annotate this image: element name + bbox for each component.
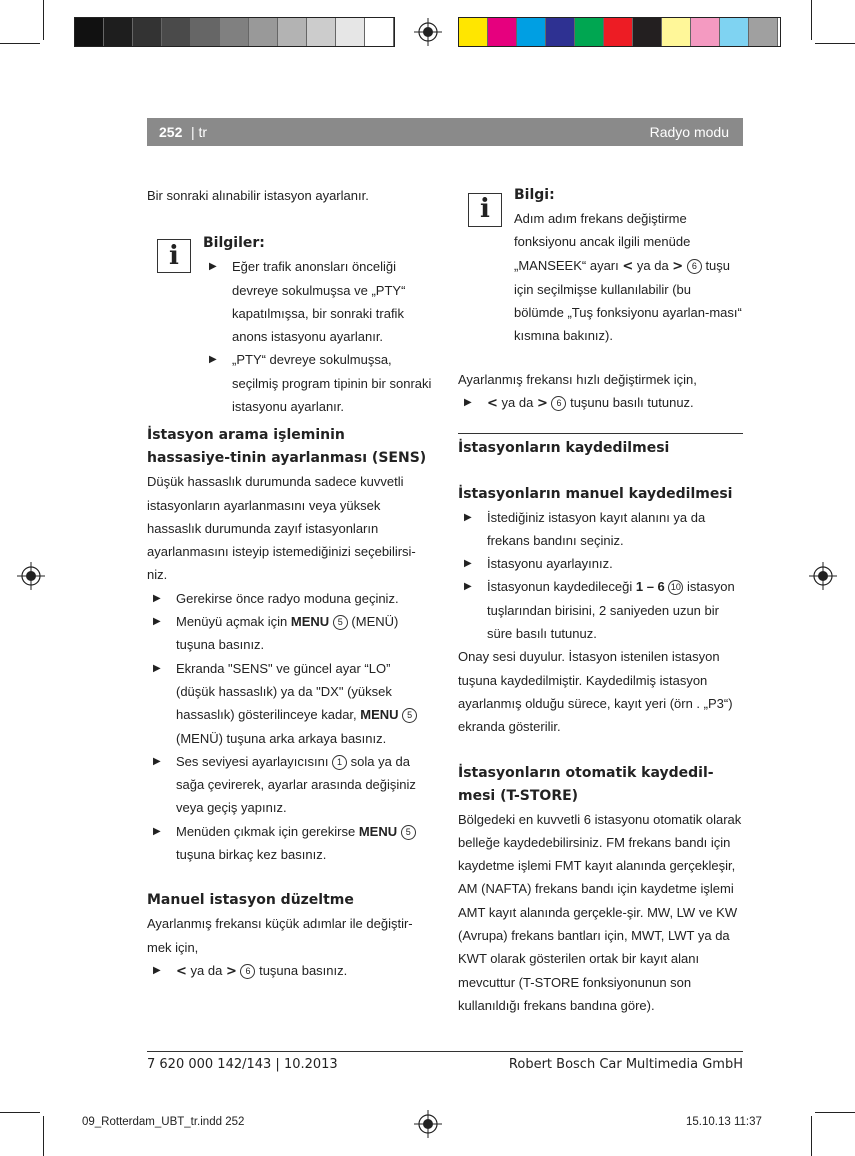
step-text: Ekranda "SENS" ve güncel ayar “LO” (düşük hassaslık) ya da "DX" (yüksek hassaslık) gösterilinceye kadar, bbox=[176, 660, 392, 723]
menu-key: MENU bbox=[360, 707, 399, 723]
info-text-part: Adım adım frekans değiştirme fonksiyonu ancak ilgili menüde „MANSEEK“ ayarı bbox=[514, 211, 691, 273]
bullet-icon: ▶ bbox=[464, 558, 472, 570]
key-number: 5 bbox=[401, 825, 416, 840]
color-swatch bbox=[365, 18, 394, 46]
manual-tuning-heading: Manuel istasyon düzeltme bbox=[147, 892, 354, 909]
step bbox=[458, 575, 743, 645]
key-number: 5 bbox=[333, 615, 348, 630]
key-number: 6 bbox=[551, 396, 566, 411]
preset-keys: 1 – 6 bbox=[635, 579, 665, 595]
color-swatch bbox=[749, 18, 778, 46]
slug-file: 09_Rotterdam_UBT_tr.indd 252 bbox=[82, 1116, 245, 1128]
chevron-right-icon: > bbox=[225, 963, 237, 979]
info-icon bbox=[468, 193, 502, 227]
slug-date: 15.10.13 11:37 bbox=[686, 1116, 762, 1128]
bullet-icon: ▶ bbox=[153, 964, 161, 976]
left-column bbox=[147, 184, 432, 983]
manual-store-text: Onay sesi duyulur. İstasyon istenilen istasyon tuşuna kaydedilmiştir. Kaydedilmiş istasyon ayarlanmış olduğu sürece, kayıt yeri (örn . „P3“) ekranda gösterilir. bbox=[458, 649, 733, 735]
info-text-part: ya da bbox=[633, 257, 673, 273]
step-text: ya da bbox=[497, 395, 537, 411]
color-swatch bbox=[220, 18, 249, 46]
section-divider bbox=[458, 433, 743, 434]
step bbox=[147, 959, 432, 983]
crop-mark bbox=[0, 1112, 40, 1113]
color-swatch bbox=[336, 18, 365, 46]
manual-store-heading: İstasyonların manuel kaydedilmesi bbox=[458, 485, 733, 502]
footer-divider bbox=[147, 1051, 743, 1052]
chevron-left-icon: < bbox=[622, 258, 634, 274]
menu-key: MENU bbox=[290, 614, 330, 630]
color-swatch bbox=[133, 18, 162, 46]
step-text: tuşunu basılı tutunuz. bbox=[566, 395, 694, 411]
step-text: (MENÜ) tuşuna arka arkaya basınız. bbox=[176, 730, 387, 746]
info-title: Bilgi: bbox=[514, 187, 555, 203]
registration-mark-icon bbox=[17, 562, 45, 590]
info-icon bbox=[157, 239, 191, 273]
color-swatch bbox=[75, 18, 104, 46]
color-swatch bbox=[488, 18, 517, 46]
color-swatch bbox=[249, 18, 278, 46]
step-text: istasyon tuşlarından birisini, 2 saniyeden uzun bir süre basılı tutunuz. bbox=[487, 579, 735, 642]
registration-mark-icon bbox=[414, 18, 442, 46]
key-number: 1 bbox=[332, 755, 347, 770]
step bbox=[458, 391, 743, 415]
color-swatch bbox=[633, 18, 662, 46]
step-text: tuşuna birkaç kez basınız. bbox=[176, 847, 327, 863]
bullet-icon: ▶ bbox=[153, 825, 161, 837]
crop-mark bbox=[811, 0, 812, 40]
registration-mark-icon bbox=[809, 562, 837, 590]
manual-tuning-text: Ayarlanmış frekansı küçük adımlar ile değiştir-mek için, bbox=[147, 916, 413, 955]
bullet-text: „PTY“ devreye sokulmuşsa, seçilmiş program tipinin bir sonraki istasyonu ayarlanır. bbox=[232, 352, 432, 415]
color-swatch bbox=[546, 18, 575, 46]
step bbox=[458, 552, 743, 575]
step-text: Menüyü açmak için bbox=[176, 614, 291, 630]
bullet-icon: ▶ bbox=[464, 511, 472, 523]
step-text: tuşuna basınız. bbox=[255, 962, 348, 978]
color-swatch bbox=[191, 18, 220, 46]
step-text: sola ya da sağa çevirerek, ayarlar arasında değişiniz veya geçiş yapınız. bbox=[176, 753, 416, 816]
crop-mark bbox=[811, 1116, 812, 1156]
step-text: İstasyonu ayarlayınız. bbox=[487, 556, 613, 572]
step bbox=[147, 657, 432, 750]
step-text: (MENÜ) tuşuna basınız. bbox=[176, 614, 399, 653]
bullet-icon: ▶ bbox=[464, 397, 472, 409]
chevron-left-icon: < bbox=[176, 963, 187, 979]
color-swatch bbox=[307, 18, 336, 46]
crop-mark bbox=[43, 1116, 44, 1156]
intro-text: Bir sonraki alınabilir istasyon ayarlanır. bbox=[147, 188, 369, 203]
section-title: Radyo modu bbox=[649, 124, 729, 140]
info-title: Bilgiler: bbox=[203, 235, 265, 252]
step bbox=[458, 506, 743, 553]
step-text: Menüden çıkmak için gerekirse bbox=[176, 823, 359, 839]
auto-store-heading: İstasyonların otomatik kaydedil-mesi (T-STORE) bbox=[458, 764, 714, 804]
process-color-bar bbox=[458, 17, 781, 47]
step bbox=[147, 750, 432, 820]
bullet-text: Eğer trafik anonsları önceliği devreye sokulmuşsa ve „PTY“ kapatılmışsa, bir sonraki trafik anons istasyonu ayarlanır. bbox=[232, 259, 406, 345]
bullet-icon: ▶ bbox=[464, 581, 472, 593]
crop-mark bbox=[0, 43, 40, 44]
step-text: Ses seviyesi ayarlayıcısını bbox=[176, 753, 333, 769]
key-number: 5 bbox=[402, 708, 417, 723]
info-box bbox=[458, 184, 743, 354]
key-number: 10 bbox=[668, 580, 683, 595]
step-text: İstasyonun kaydedileceği bbox=[487, 579, 636, 595]
info-bullet bbox=[203, 255, 433, 348]
chevron-right-icon: > bbox=[672, 258, 684, 274]
registration-mark-icon bbox=[414, 1110, 442, 1138]
bullet-icon: ▶ bbox=[153, 616, 161, 628]
chevron-left-icon: < bbox=[487, 396, 498, 412]
color-swatch bbox=[691, 18, 720, 46]
bullet-icon: ▶ bbox=[153, 592, 161, 604]
auto-store-text: Bölgedeki en kuvvetli 6 istasyonu otomatik olarak belleğe kaydedebilirsiniz. FM frekans bandı için kaydetme işlemi FMT kayıt alanında gerçekleşir, AM (NAFTA) frekans bandı için kaydetme işlemi AMT kayıt alanında gerçekle-şir. MW, LW ve KW (Avrupa) frekans bantları için, MWT, LWT ya da KWT olarak gösterilen ortak bir kayıt alanı mevcuttur (T-STORE fonksiyonunun son kullanıldığı frekans bandına göre). bbox=[458, 811, 742, 1013]
color-swatch bbox=[662, 18, 691, 46]
info-box bbox=[147, 232, 432, 415]
color-swatch bbox=[604, 18, 633, 46]
step-text: ya da bbox=[186, 962, 226, 978]
page-header bbox=[147, 118, 743, 146]
info-text bbox=[514, 207, 744, 348]
step bbox=[147, 820, 432, 867]
info-glyph: i bbox=[169, 240, 179, 271]
fast-tuning-text: Ayarlanmış frekansı hızlı değiştirmek için, bbox=[458, 372, 697, 387]
step-text: Gerekirse önce radyo moduna geçiniz. bbox=[176, 590, 399, 606]
chevron-right-icon: > bbox=[536, 396, 548, 412]
store-heading: İstasyonların kaydedilmesi bbox=[458, 439, 670, 456]
sens-text: Düşük hassaslık durumunda sadece kuvvetli istasyonların ayarlanmasını veya yüksek hassaslık durumunda zayıf istasyonların ayarlanmasını isteyip istemediğinizi seçebilirsi-niz. bbox=[147, 474, 416, 583]
key-number: 6 bbox=[687, 259, 702, 274]
sens-heading: İstasyon arama işleminin hassasiye-tinin ayarlanması (SENS) bbox=[147, 427, 427, 467]
footer-right: Robert Bosch Car Multimedia GmbH bbox=[508, 1057, 743, 1072]
bullet-icon: ▶ bbox=[153, 755, 161, 767]
color-swatch bbox=[517, 18, 546, 46]
step bbox=[147, 587, 432, 610]
info-bullet bbox=[203, 348, 433, 418]
menu-key: MENU bbox=[358, 823, 398, 839]
color-swatch bbox=[720, 18, 749, 46]
color-swatch bbox=[278, 18, 307, 46]
color-swatch bbox=[575, 18, 604, 46]
color-swatch bbox=[162, 18, 191, 46]
crop-mark bbox=[815, 43, 855, 44]
color-swatch bbox=[104, 18, 133, 46]
bullet-icon: ▶ bbox=[209, 261, 217, 273]
footer-left: 7 620 000 142/143 | 10.2013 bbox=[147, 1057, 338, 1072]
step-text: İstediğiniz istasyon kayıt alanını ya da frekans bandını seçiniz. bbox=[487, 509, 706, 548]
step bbox=[147, 610, 432, 657]
language-code: | tr bbox=[191, 124, 208, 140]
color-swatch bbox=[459, 18, 488, 46]
bullet-icon: ▶ bbox=[209, 354, 217, 366]
crop-mark bbox=[43, 0, 44, 40]
key-number: 6 bbox=[240, 964, 255, 979]
right-column bbox=[458, 184, 743, 1017]
crop-mark bbox=[815, 1112, 855, 1113]
info-text-part: tuşu için seçilmişse kullanılabilir (bu bölümde „Tuş fonksiyonu ayarlan-ması“ kısmına bakınız). bbox=[514, 257, 742, 344]
info-glyph: i bbox=[480, 194, 490, 225]
gray-color-bar bbox=[74, 17, 395, 47]
page-number: 252 bbox=[159, 124, 183, 140]
bullet-icon: ▶ bbox=[153, 662, 161, 674]
